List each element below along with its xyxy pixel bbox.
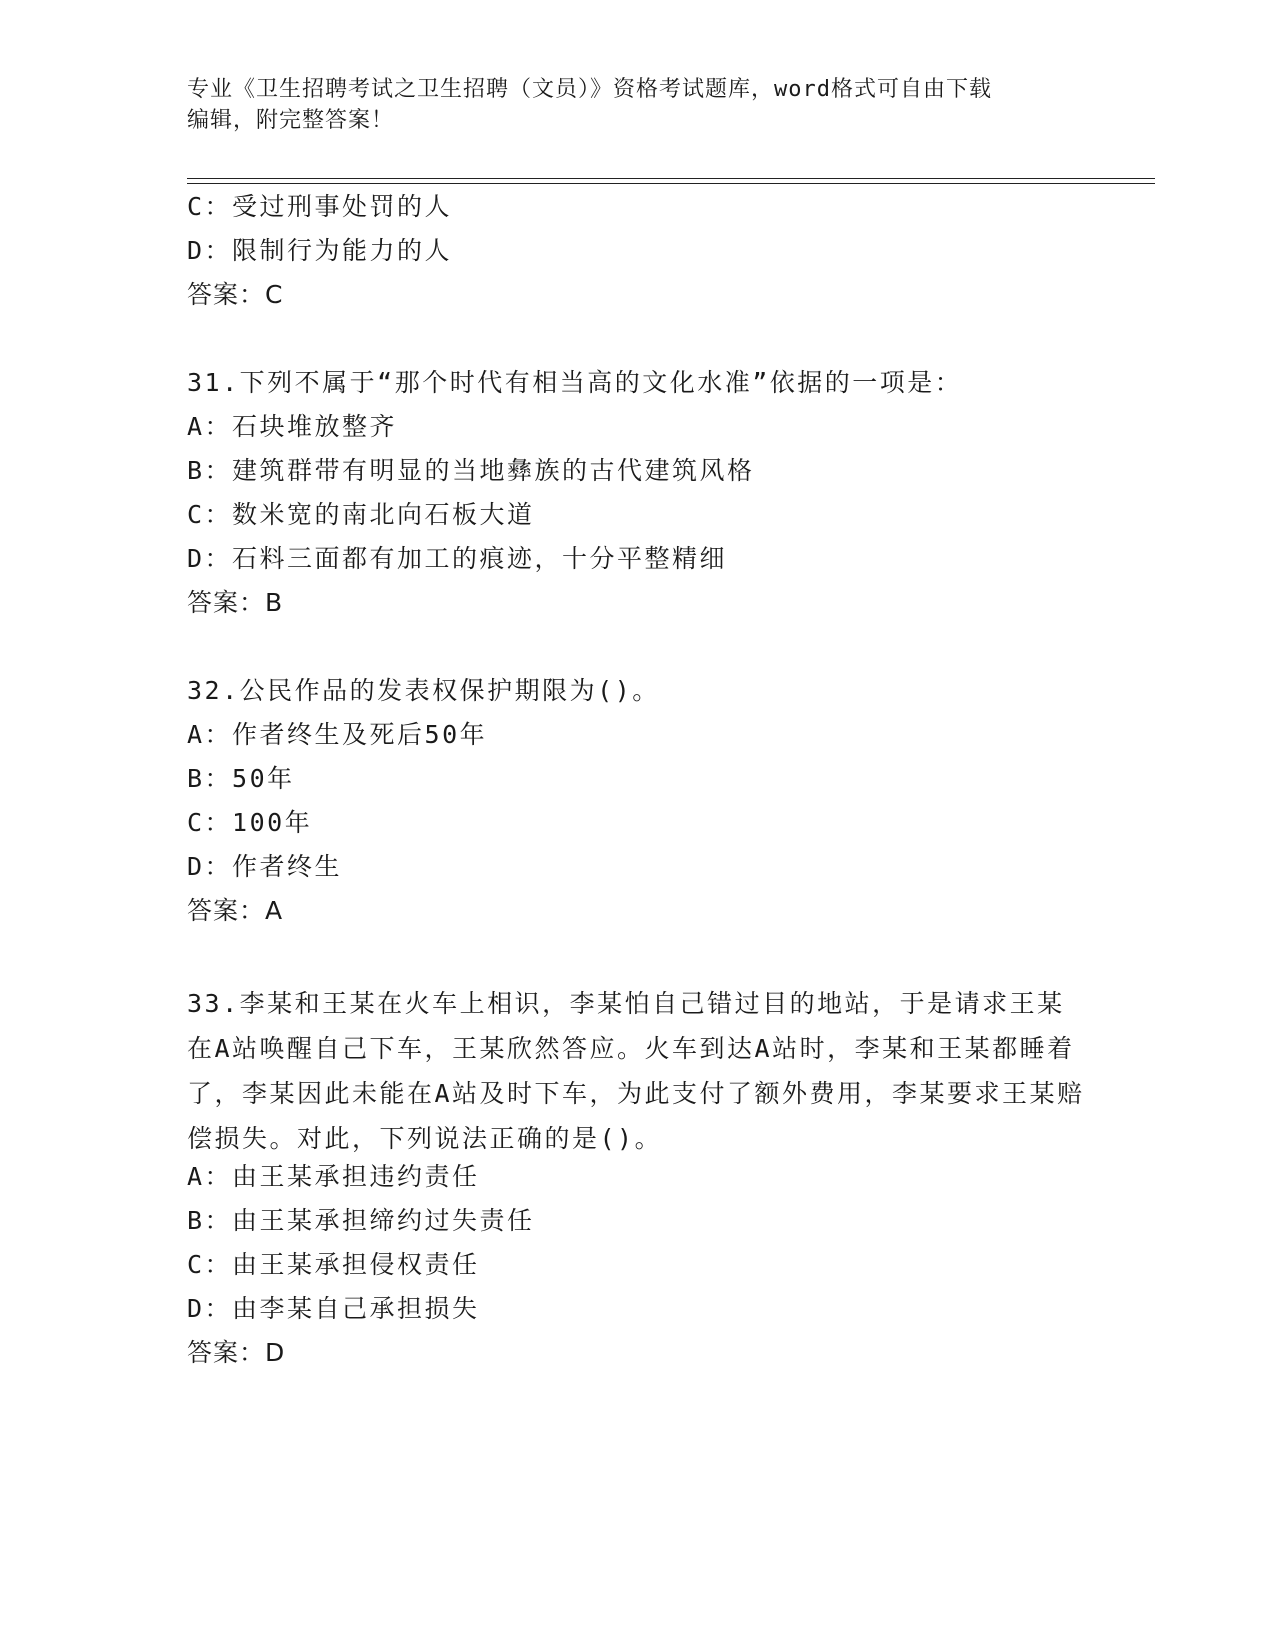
header-divider-top — [187, 178, 1155, 179]
q31-option-d: D：石料三面都有加工的痕迹，十分平整精细 — [187, 544, 728, 573]
prev-answer: 答案：C — [187, 280, 284, 309]
q33-text: 33.李某和王某在火车上相识，李某怕自己错过目的地站，于是请求王某在A站唤醒自己下车，王某欣然答应。火车到达A站时，李某和王某都睡着了，李某因此未能在A站及时下车，为此支付了额外费用，李某要求王某赔偿损失。对此，下列说法正确的是()。 — [187, 989, 1085, 1153]
q31-text: 31.下列不属于“那个时代有相当高的文化水准”依据的一项是： — [187, 368, 963, 397]
prev-option-d: D：限制行为能力的人 — [187, 236, 453, 265]
q32-text: 32.公民作品的发表权保护期限为()。 — [187, 676, 660, 705]
q31-option-c: C：数米宽的南北向石板大道 — [187, 500, 535, 529]
q31-answer: 答案：B — [187, 588, 284, 617]
q33-option-c: C：由王某承担侵权责任 — [187, 1250, 480, 1279]
header-divider-bottom — [187, 183, 1155, 184]
q32-answer: 答案：A — [187, 896, 284, 925]
prev-option-c: C：受过刑事处罚的人 — [187, 192, 453, 221]
document-header — [187, 74, 1067, 136]
q33-option-a: A：由王某承担违约责任 — [187, 1162, 480, 1191]
q33-answer: 答案：D — [187, 1338, 286, 1367]
q31-option-a: A：石块堆放整齐 — [187, 412, 398, 441]
q33-option-b: B：由王某承担缔约过失责任 — [187, 1206, 535, 1235]
q33-option-d: D：由李某自己承担损失 — [187, 1294, 480, 1323]
q32-option-d: D：作者终生 — [187, 852, 343, 881]
q32-option-c: C：100年 — [187, 808, 313, 837]
q32-option-a: A：作者终生及死后50年 — [187, 720, 488, 749]
q31-option-b: B：建筑群带有明显的当地彝族的古代建筑风格 — [187, 456, 755, 485]
header-line-1: 专业《卫生招聘考试之卫生招聘（文员）》资格考试题库，word格式可自由下载 — [187, 77, 992, 102]
q32-option-b: B：50年 — [187, 764, 295, 793]
header-line-2: 编辑，附完整答案！ — [187, 108, 395, 133]
